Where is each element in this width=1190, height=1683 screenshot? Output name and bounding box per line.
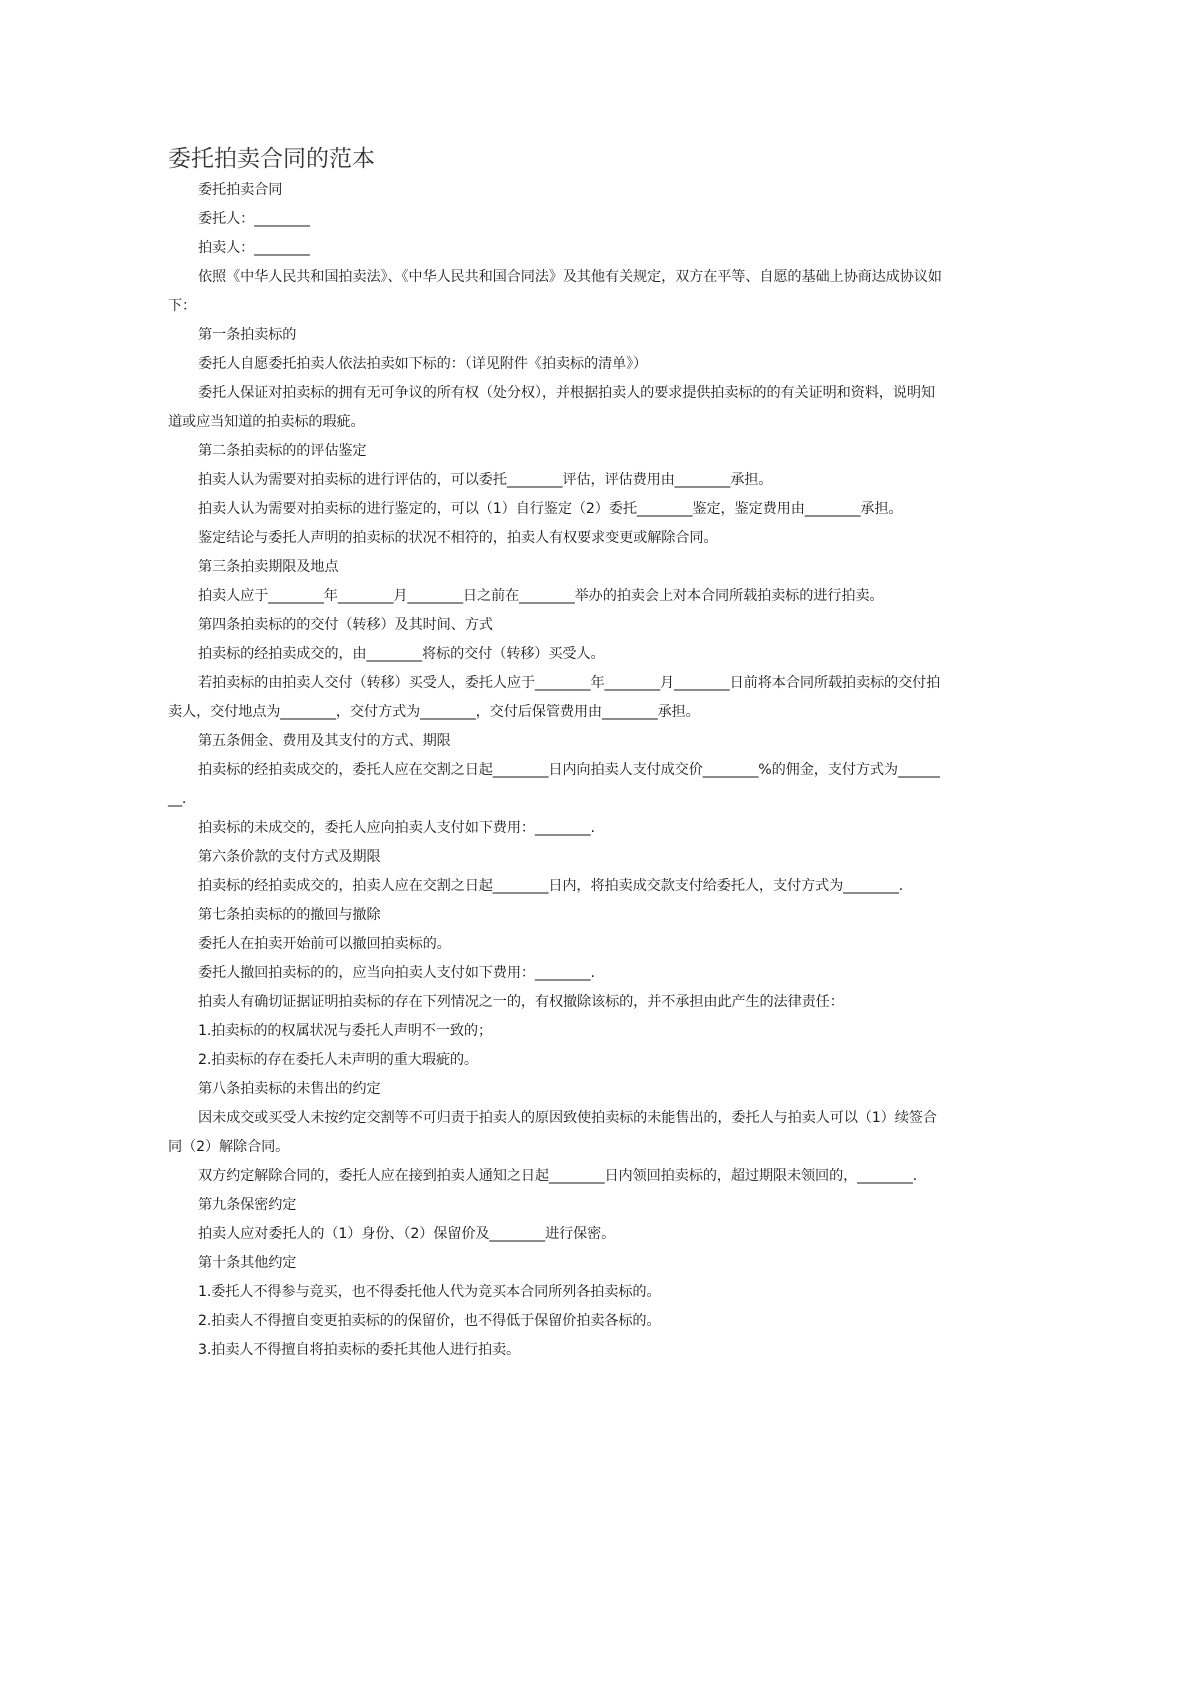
document-body [168,176,942,1365]
article-2-clause-2: 拍卖人认为需要对拍卖标的进行鉴定的，可以（1）自行鉴定（2）委托________鉴定，鉴定费用由________承担。 [198,501,903,517]
document-page [168,142,942,1365]
article-7-item-1: 1.拍卖标的的权属状况与委托人声明不一致的； [198,1023,492,1039]
contract-heading: 委托拍卖合同 [198,182,283,198]
article-7-clause-3: 拍卖人有确切证据证明拍卖标的存在下列情况之一的，有权撤除该标的，并不承担由此产生的法律责任： [198,994,844,1010]
article-3-heading: 第三条拍卖期限及地点 [198,559,339,575]
article-9-clause-1: 拍卖人应对委托人的（1）身份、（2）保留价及________进行保密。 [198,1226,616,1242]
article-2-heading: 第二条拍卖标的的评估鉴定 [198,443,367,459]
article-10-item-3: 3.拍卖人不得擅自将拍卖标的委托其他人进行拍卖。 [198,1342,521,1358]
article-7-item-2: 2.拍卖标的存在委托人未声明的重大瑕疵的。 [198,1052,478,1068]
preamble-paragraph: 依照《中华人民共和国拍卖法》、《中华人民共和国合同法》及其他有关规定，双方在平等、自愿的基础上协商达成协议如下： [168,269,942,314]
article-7-clause-1: 委托人在拍卖开始前可以撤回拍卖标的。 [198,936,451,952]
article-8-clause-1: 因未成交或买受人未按约定交割等不可归责于拍卖人的原因致使拍卖标的未能售出的，委托人与拍卖人可以（1）续签合同（2）解除合同。 [168,1110,937,1155]
article-1-clause-1: 委托人自愿委托拍卖人依法拍卖如下标的：（详见附件《拍卖标的清单》） [198,356,648,372]
document-title: 委托拍卖合同的范本 [168,146,375,172]
article-10-heading: 第十条其他约定 [198,1255,297,1271]
article-7-clause-2: 委托人撤回拍卖标的的，应当向拍卖人支付如下费用：________. [198,965,595,981]
article-2-clause-3: 鉴定结论与委托人声明的拍卖标的状况不相符的，拍卖人有权要求变更或解除合同。 [198,530,718,546]
article-8-clause-2: 双方约定解除合同的，委托人应在接到拍卖人通知之日起________日内领回拍卖标的，超过期限未领回的，________. [198,1168,918,1184]
article-4-clause-1: 拍卖标的经拍卖成交的，由________将标的交付（转移）买受人。 [198,646,605,662]
article-1-heading: 第一条拍卖标的 [198,327,297,343]
article-7-heading: 第七条拍卖标的的撤回与撤除 [198,907,381,923]
article-8-heading: 第八条拍卖标的未售出的约定 [198,1081,381,1097]
article-10-item-2: 2.拍卖人不得擅自变更拍卖标的的保留价，也不得低于保留价拍卖各标的。 [198,1313,661,1329]
article-4-clause-2: 若拍卖标的由拍卖人交付（转移）买受人，委托人应于________年________月________日前将本合同所载拍卖标的交付拍卖人，交付地点为________，交付方式为________，交付后保管费用由________承担。 [168,675,941,720]
article-3-clause-1: 拍卖人应于________年________月________日之前在________举办的拍卖会上对本合同所载拍卖标的进行拍卖。 [198,588,884,604]
party-auctioneer: 拍卖人：________ [198,240,310,256]
article-5-heading: 第五条佣金、费用及其支付的方式、期限 [198,733,451,749]
article-5-clause-1: 拍卖标的经拍卖成交的，委托人应在交割之日起________日内向拍卖人支付成交价________%的佣金，支付方式为________. [168,762,940,807]
article-9-heading: 第九条保密约定 [198,1197,297,1213]
article-1-clause-2: 委托人保证对拍卖标的拥有无可争议的所有权（处分权），并根据拍卖人的要求提供拍卖标的的有关证明和资料，说明知道或应当知道的拍卖标的瑕疵。 [168,385,935,430]
article-2-clause-1: 拍卖人认为需要对拍卖标的进行评估的，可以委托________评估，评估费用由________承担。 [198,472,773,488]
article-4-heading: 第四条拍卖标的的交付（转移）及其时间、方式 [198,617,493,633]
article-6-heading: 第六条价款的支付方式及期限 [198,849,381,865]
party-consignor: 委托人：________ [198,211,310,227]
article-10-item-1: 1.委托人不得参与竞买，也不得委托他人代为竞买本合同所列各拍卖标的。 [198,1284,661,1300]
article-6-clause-1: 拍卖标的经拍卖成交的，拍卖人应在交割之日起________日内，将拍卖成交款支付给委托人，支付方式为________. [198,878,904,894]
article-5-clause-2: 拍卖标的未成交的，委托人应向拍卖人支付如下费用：________. [198,820,595,836]
